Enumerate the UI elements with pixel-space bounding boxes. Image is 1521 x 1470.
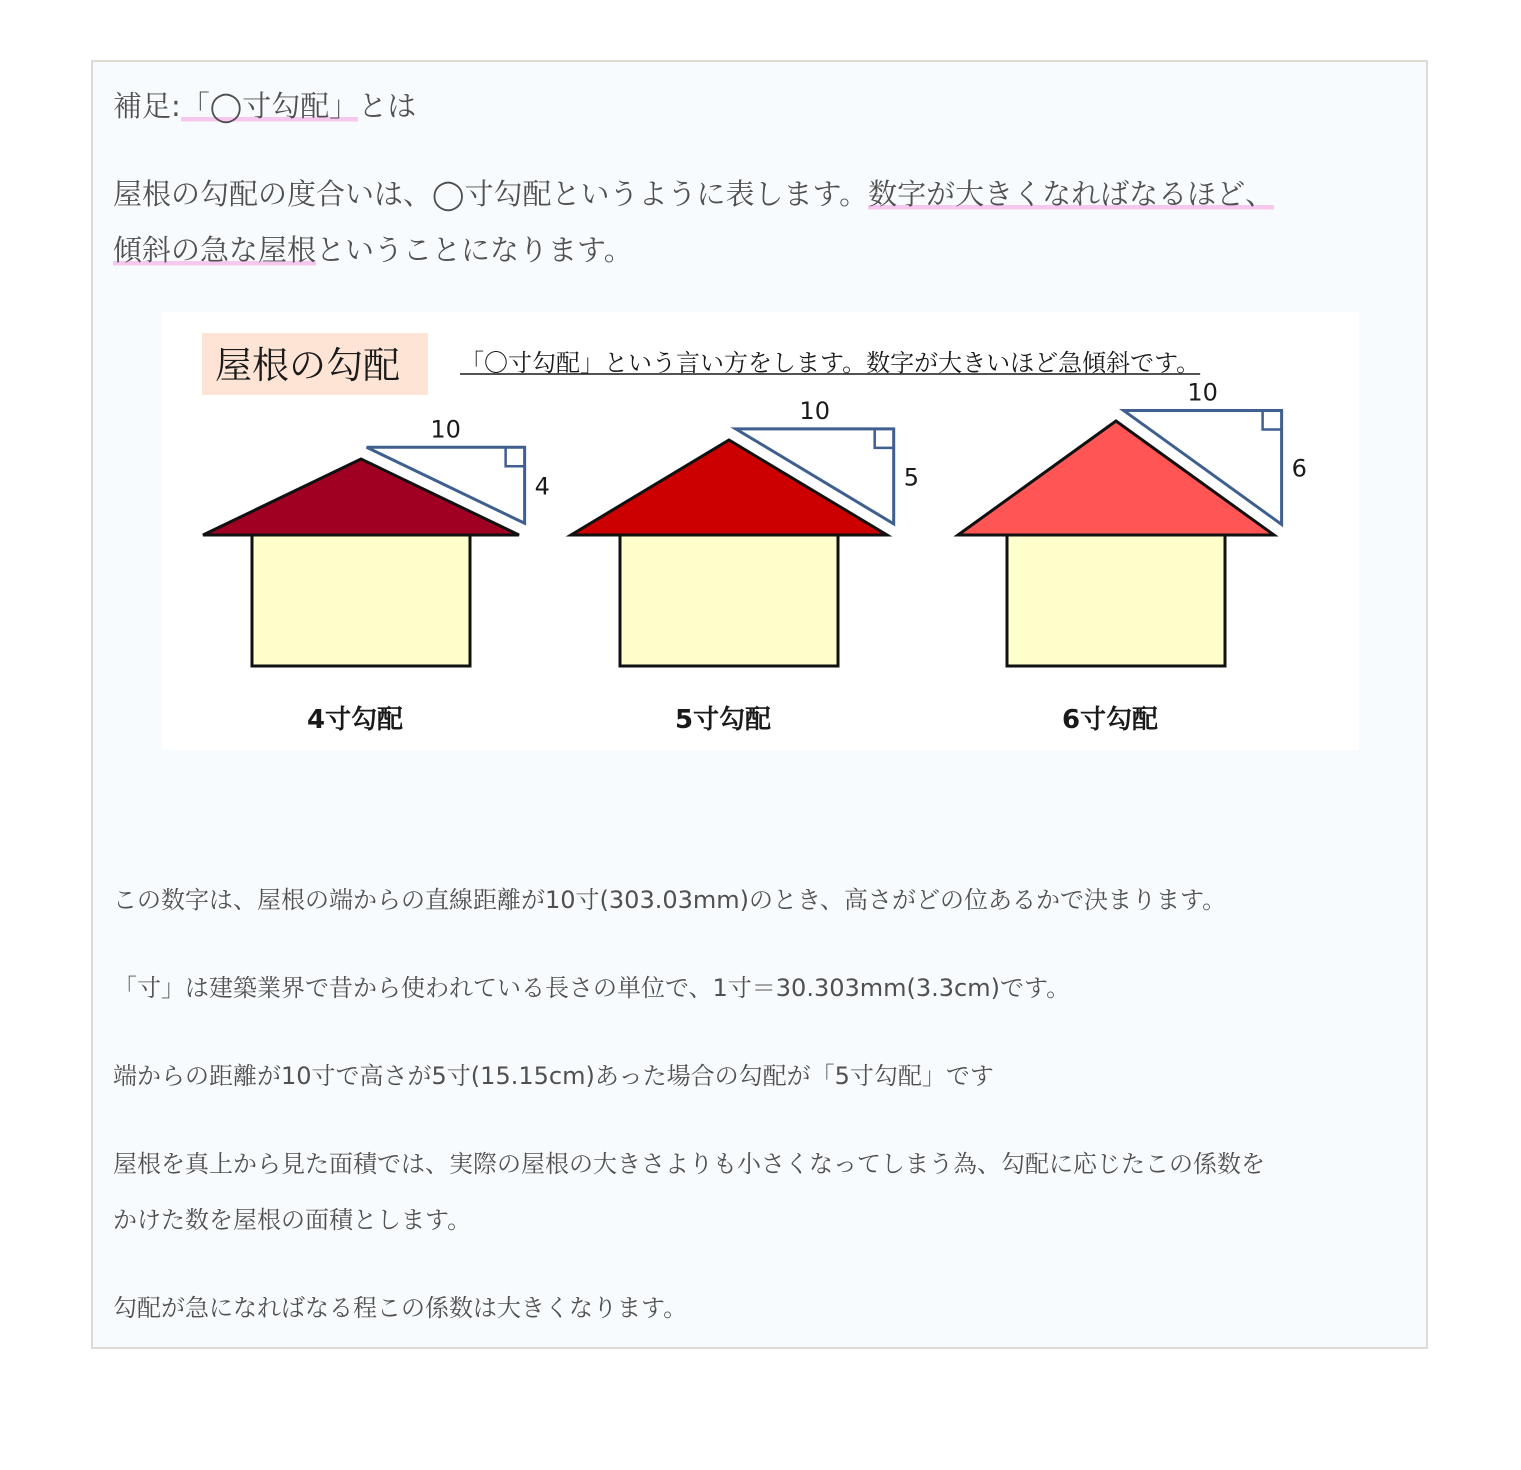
houses-group xyxy=(203,378,1307,735)
pitch-label: 5寸勾配 xyxy=(674,705,772,735)
house-wall xyxy=(620,535,838,666)
rise-label: 6 xyxy=(1291,454,1307,483)
paragraph-3: 端からの距離が10寸で高さが5寸(15.15cm)あった場合の勾配が「5寸勾配」です xyxy=(113,1062,994,1090)
house-2 xyxy=(571,397,919,735)
lead-highlight-2: 傾斜の急な屋根 xyxy=(113,233,317,267)
figure-caption: 「〇寸勾配」という言い方をします。数字が大きいほど急傾斜です。 xyxy=(460,349,1201,377)
paragraph-4: 屋根を真上から見た面積では、実際の屋根の大きさよりも小さくなってしまう為、勾配に応じたこの係数を xyxy=(113,1150,1265,1178)
house-wall xyxy=(1007,535,1225,666)
pitch-label: 4寸勾配 xyxy=(306,705,404,735)
paragraph-4-continued: かけた数を屋根の面積とします。 xyxy=(113,1206,472,1234)
figure-title: 屋根の勾配 xyxy=(215,344,400,387)
house-3 xyxy=(958,378,1307,735)
house-wall xyxy=(252,535,470,666)
roof xyxy=(571,440,887,535)
paragraph-5: 勾配が急になればなる程この係数は大きくなります。 xyxy=(113,1294,688,1322)
paragraph-2: 「寸」は建築業界で昔から使われている長さの単位で、1寸＝30.303mm(3.3cm)です。 xyxy=(113,974,1071,1002)
right-angle-mark xyxy=(875,429,894,448)
rise-label: 4 xyxy=(534,472,550,501)
rise-label: 5 xyxy=(903,463,919,492)
supplement-heading xyxy=(113,84,416,128)
roof-pitch-figure xyxy=(162,312,1359,750)
paragraph-1: この数字は、屋根の端からの直線距離が10寸(303.03mm)のとき、高さがどの位あるかで決まります。 xyxy=(113,886,1227,914)
lead-line-1 xyxy=(113,172,1274,216)
run-label: 10 xyxy=(799,396,830,425)
house-1 xyxy=(203,415,550,735)
supplement-box xyxy=(91,60,1428,1349)
heading-highlight: 「◯寸勾配」 xyxy=(180,89,359,123)
roof-pitch-diagram xyxy=(162,312,1359,750)
right-angle-mark xyxy=(506,447,525,466)
lead-highlight-1: 数字が大きくなればなるほど、 xyxy=(868,177,1275,211)
roof xyxy=(958,421,1274,535)
lead-line-2 xyxy=(113,228,633,272)
heading-prefix: 補足: xyxy=(113,89,181,123)
right-angle-mark xyxy=(1263,410,1282,429)
pitch-label: 6寸勾配 xyxy=(1061,705,1159,735)
lead-text-2: ということになります。 xyxy=(316,233,633,267)
heading-suffix: とは xyxy=(358,89,417,123)
run-label: 10 xyxy=(430,415,461,444)
run-label: 10 xyxy=(1187,378,1218,407)
lead-text-1: 屋根の勾配の度合いは、◯寸勾配というように表します。 xyxy=(113,177,869,211)
